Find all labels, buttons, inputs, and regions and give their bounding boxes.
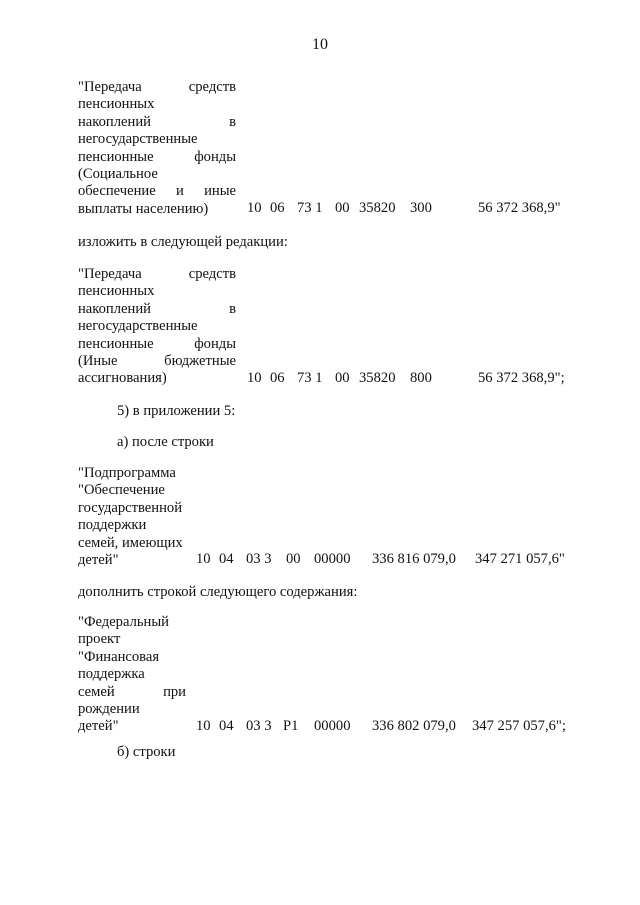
row4-code-subsection: 04 — [219, 718, 234, 734]
name-word: проект — [78, 631, 121, 648]
name-word: ассигнования) — [78, 370, 167, 387]
row4-code-program: 03 3 — [246, 718, 272, 734]
name-word: негосударственные — [78, 318, 198, 335]
name-word: пенсионные — [78, 148, 154, 165]
row4-code-direction: Р1 — [283, 718, 299, 734]
item-5-heading: 5) в приложении 5: — [117, 403, 236, 419]
name-line — [78, 465, 190, 482]
name-word: семей, имеющих — [78, 534, 183, 551]
name-word: пенсионных — [78, 283, 155, 300]
name-word: при — [163, 683, 186, 700]
name-word: выплаты населению) — [78, 200, 209, 217]
row1-code-direction: 00 — [335, 200, 350, 216]
row1-code-expense: 35820 — [359, 200, 396, 216]
row1-amount: 56 372 368,9" — [478, 200, 561, 216]
name-word: государственной — [78, 499, 183, 516]
row2-amount: 56 372 368,9"; — [478, 370, 565, 386]
row3-code-section: 10 — [196, 551, 211, 567]
name-word: фонды — [194, 148, 236, 165]
name-line — [78, 149, 236, 166]
name-word: поддержки — [78, 517, 147, 534]
row3-codes — [0, 551, 640, 569]
name-line — [78, 535, 190, 552]
name-line — [78, 500, 190, 517]
name-line — [78, 183, 236, 200]
name-line — [78, 649, 186, 666]
row1-code-subsection: 06 — [270, 200, 285, 216]
name-word: поддержка — [78, 666, 145, 683]
row2-code-direction: 00 — [335, 370, 350, 386]
row3-code-subsection: 04 — [219, 551, 234, 567]
instruction-restate: изложить в следующей редакции: — [78, 234, 288, 250]
row1-code-section: 10 — [247, 200, 262, 216]
name-word: средств — [188, 79, 236, 95]
row3-amount-1: 336 816 079,0 — [372, 551, 456, 567]
name-word: (Социальное — [78, 165, 158, 182]
name-line — [78, 701, 186, 718]
name-line — [78, 96, 236, 113]
name-word: пенсионные — [78, 335, 154, 352]
row1-name — [78, 79, 236, 218]
row4-codes — [0, 718, 640, 736]
name-line — [78, 336, 236, 353]
item-b-heading: б) строки — [117, 744, 176, 760]
row4-code-expense: 00000 — [314, 718, 351, 734]
page-number: 10 — [312, 36, 328, 53]
row2-code-section: 10 — [247, 370, 262, 386]
row4-amount-1: 336 802 079,0 — [372, 718, 456, 734]
name-line — [78, 166, 236, 183]
name-word: "Финансовая — [78, 648, 160, 665]
row3-code-direction: 00 — [286, 551, 301, 567]
name-word: "Передача — [78, 266, 142, 282]
name-word: детей" — [78, 551, 119, 568]
name-word: "Подпрограмма — [78, 465, 176, 481]
name-word: иные — [204, 183, 236, 200]
item-a-heading: а) после строки — [117, 434, 214, 450]
name-word: накоплений — [78, 300, 151, 317]
row3-code-program: 03 3 — [246, 551, 272, 567]
name-word: рождении — [78, 700, 140, 717]
name-word: (Иные — [78, 352, 118, 369]
name-line — [78, 666, 186, 683]
name-word: "Передача — [78, 79, 142, 95]
name-line — [78, 614, 186, 631]
name-word: семей — [78, 683, 115, 700]
row2-code-program: 73 1 — [297, 370, 323, 386]
row2-code-subsection: 06 — [270, 370, 285, 386]
name-line — [78, 283, 236, 300]
name-line — [78, 631, 186, 648]
name-line — [78, 482, 190, 499]
name-word: накоплений — [78, 113, 151, 130]
name-line — [78, 517, 190, 534]
name-word: детей" — [78, 718, 119, 735]
row4-amount-2: 347 257 057,6"; — [472, 718, 566, 734]
row3-code-expense: 00000 — [314, 551, 351, 567]
name-line — [78, 353, 236, 370]
row1-code-program: 73 1 — [297, 200, 323, 216]
row4-code-section: 10 — [196, 718, 211, 734]
name-word: "Федеральный — [78, 614, 169, 630]
row1-code-type: 300 — [410, 200, 432, 216]
name-line — [78, 318, 236, 335]
row2-code-type: 800 — [410, 370, 432, 386]
name-line — [78, 131, 236, 148]
name-word: обеспечение — [78, 183, 156, 200]
name-word: средств — [188, 266, 236, 282]
name-word: негосударственные — [78, 131, 198, 148]
row3-amount-2: 347 271 057,6" — [475, 551, 565, 567]
name-line — [78, 79, 236, 96]
name-word: бюджетные — [164, 352, 236, 369]
name-word: фонды — [194, 335, 236, 352]
name-word: и — [175, 183, 184, 200]
name-line — [78, 301, 236, 318]
name-word: "Обеспечение — [78, 482, 165, 499]
row2-codes — [0, 370, 640, 388]
name-word: в — [229, 113, 236, 130]
name-line — [78, 684, 186, 701]
row2-code-expense: 35820 — [359, 370, 396, 386]
name-line — [78, 114, 236, 131]
instruction-append: дополнить строкой следующего содержания: — [78, 584, 358, 600]
name-word: в — [229, 300, 236, 317]
name-line — [78, 266, 236, 283]
row1-codes — [0, 200, 640, 218]
name-word: пенсионных — [78, 96, 155, 113]
